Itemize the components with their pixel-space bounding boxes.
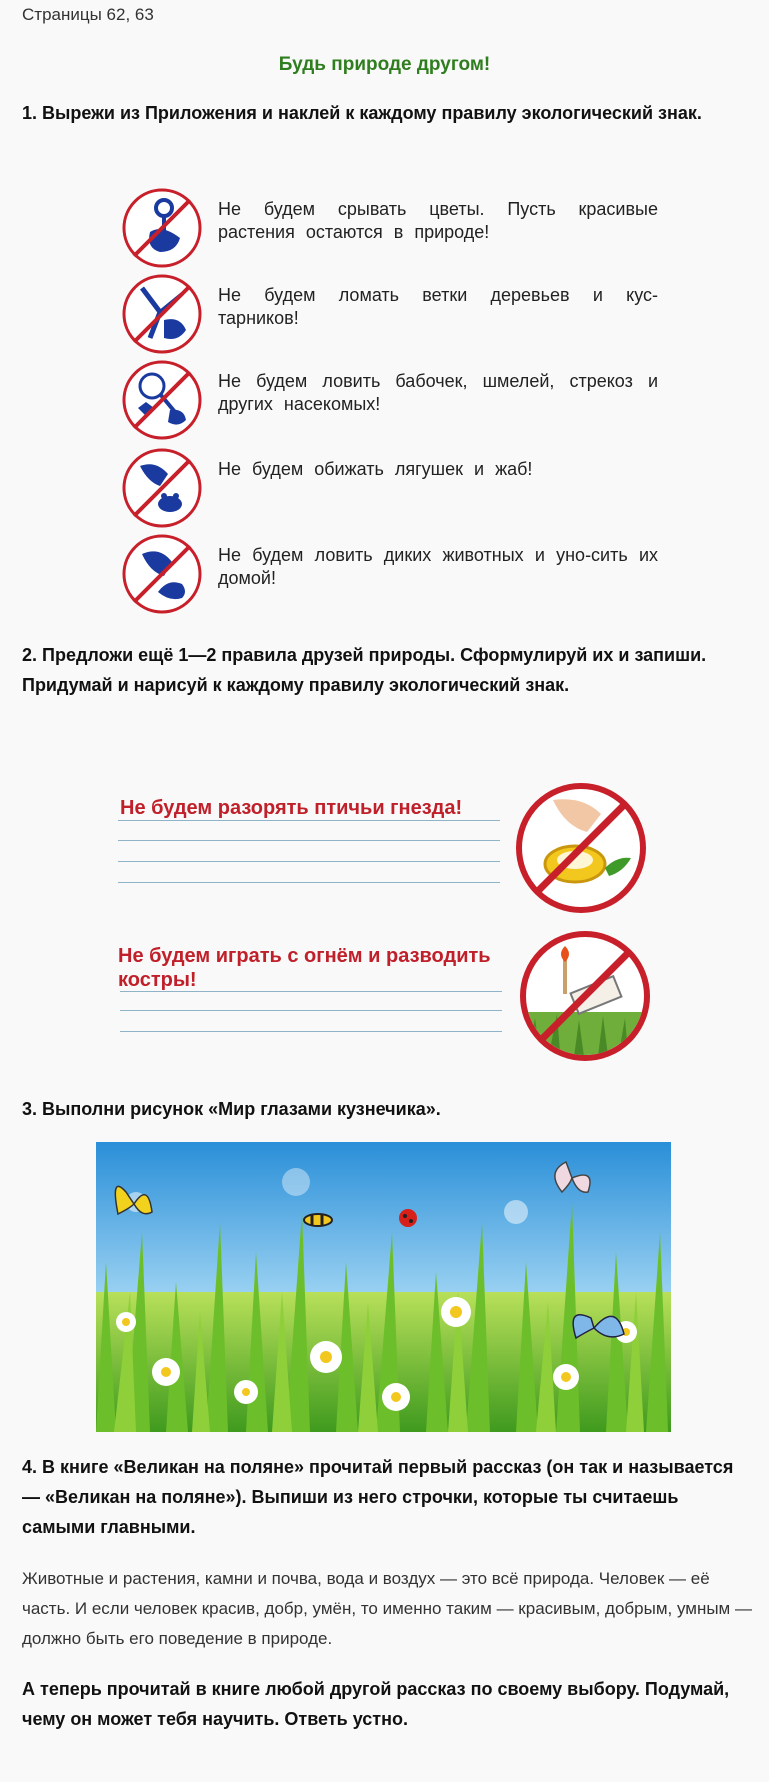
no-breaking-branches-icon [120,272,204,356]
ladybug [399,1209,417,1227]
rule-row-2 [120,272,660,352]
writing-line [120,991,502,992]
writing-line [118,820,500,821]
no-catching-insects-icon [120,358,204,442]
no-destroying-nests-icon [513,780,649,916]
rule-row-4 [120,446,660,526]
rule-text-3: Не будем ловить бабочек, шмелей, стрекоз и других насекомых! [218,371,658,414]
task-2-text: 2. Предложи ещё 1—2 правила друзей природы. Сформулируй их и запиши. Придумай и нарисуй к каждому правилу экологический знак. [22,645,707,695]
no-harming-frogs-icon [120,446,204,530]
bee [304,1214,332,1226]
task-1-text: 1. Вырежи из Приложения и наклей к каждому правилу экологический знак. [22,103,702,123]
task-3-text: 3. Выполни рисунок «Мир глазами кузнечика». [22,1099,441,1119]
no-picking-flowers-icon [120,186,204,270]
answer-rule-2: Не будем играть с огнём и разводить костры! [118,945,491,991]
rule-row-5 [120,532,660,612]
page-title: Будь природе другом! [278,54,491,75]
writing-line [118,882,500,883]
writing-line [118,840,500,841]
no-taking-animals-icon [120,532,204,616]
rule-row-3 [120,358,660,438]
task-4-text: 4. В книге «Великан на поляне» прочитай первый рассказ (он так и называется — «Великан на поляне»). Выпиши из него строчки, которые ты считаешь самыми главными. [22,1457,734,1537]
answer-rule-1: Не будем разорять птичьи гнезда! [120,797,463,819]
no-fire-icon [517,928,653,1064]
final-instruction: А теперь прочитай в книге любой другой рассказ по своему выбору. Подумай, чему он может тебя научить. Ответь устно. [22,1679,730,1729]
rule-text-5: Не будем ловить диких животных и уно-сить их домой! [218,545,658,588]
rule-text-4: Не будем обижать лягушек и жаб! [218,459,533,479]
rule-row-1 [120,186,660,266]
task-4-answer: Животные и растения, камни и почва, вода и воздух — это всё природа. Человек — её часть. И если человек красив, добр, умён, то именно таким — красивым, добрым, умным — должно быть его поведение в природе. [22,1569,752,1648]
rule-text-2: Не будем ломать ветки деревьев и кус-тарников! [218,285,658,328]
rule-text-1: Не будем срывать цветы. Пусть красивые растения остаются в природе! [218,199,658,242]
writing-line [120,1010,502,1011]
writing-line [118,861,500,862]
writing-line [120,1031,502,1032]
pages-link[interactable]: Страницы 62, 63 [22,5,154,24]
meadow-illustration [96,1142,671,1432]
